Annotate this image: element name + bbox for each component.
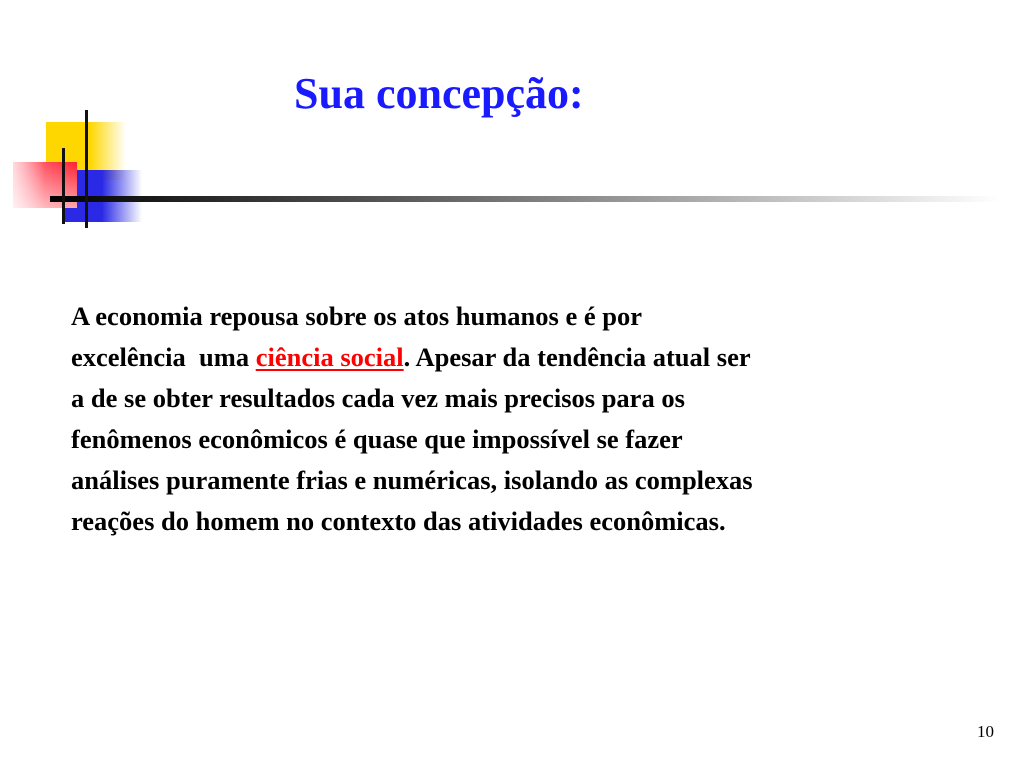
body-text-segment: excelência uma: [71, 342, 256, 372]
decorative-graphic: [0, 100, 1000, 240]
body-line: [71, 337, 971, 378]
body-line: reações do homem no contexto das atividades econômicas.: [71, 506, 726, 536]
body-line: a de se obter resultados cada vez mais precisos para os: [71, 383, 685, 413]
slide-title: Sua concepção:: [294, 69, 584, 118]
horizontal-rule: [50, 196, 1000, 202]
body-paragraph: [71, 296, 971, 542]
body-line: análises puramente frias e numéricas, isolando as complexas: [71, 465, 753, 495]
page-number: 10: [977, 722, 994, 741]
body-text-segment: . Apesar da tendência atual ser: [403, 342, 751, 372]
vertical-rule-main: [85, 110, 88, 228]
body-line: A economia repousa sobre os atos humanos e é por: [71, 301, 643, 331]
body-line: fenômenos econômicos é quase que impossível se fazer: [71, 424, 683, 454]
ciencia-social-link[interactable]: ciência social: [255, 342, 404, 372]
vertical-rule-left: [62, 148, 65, 224]
